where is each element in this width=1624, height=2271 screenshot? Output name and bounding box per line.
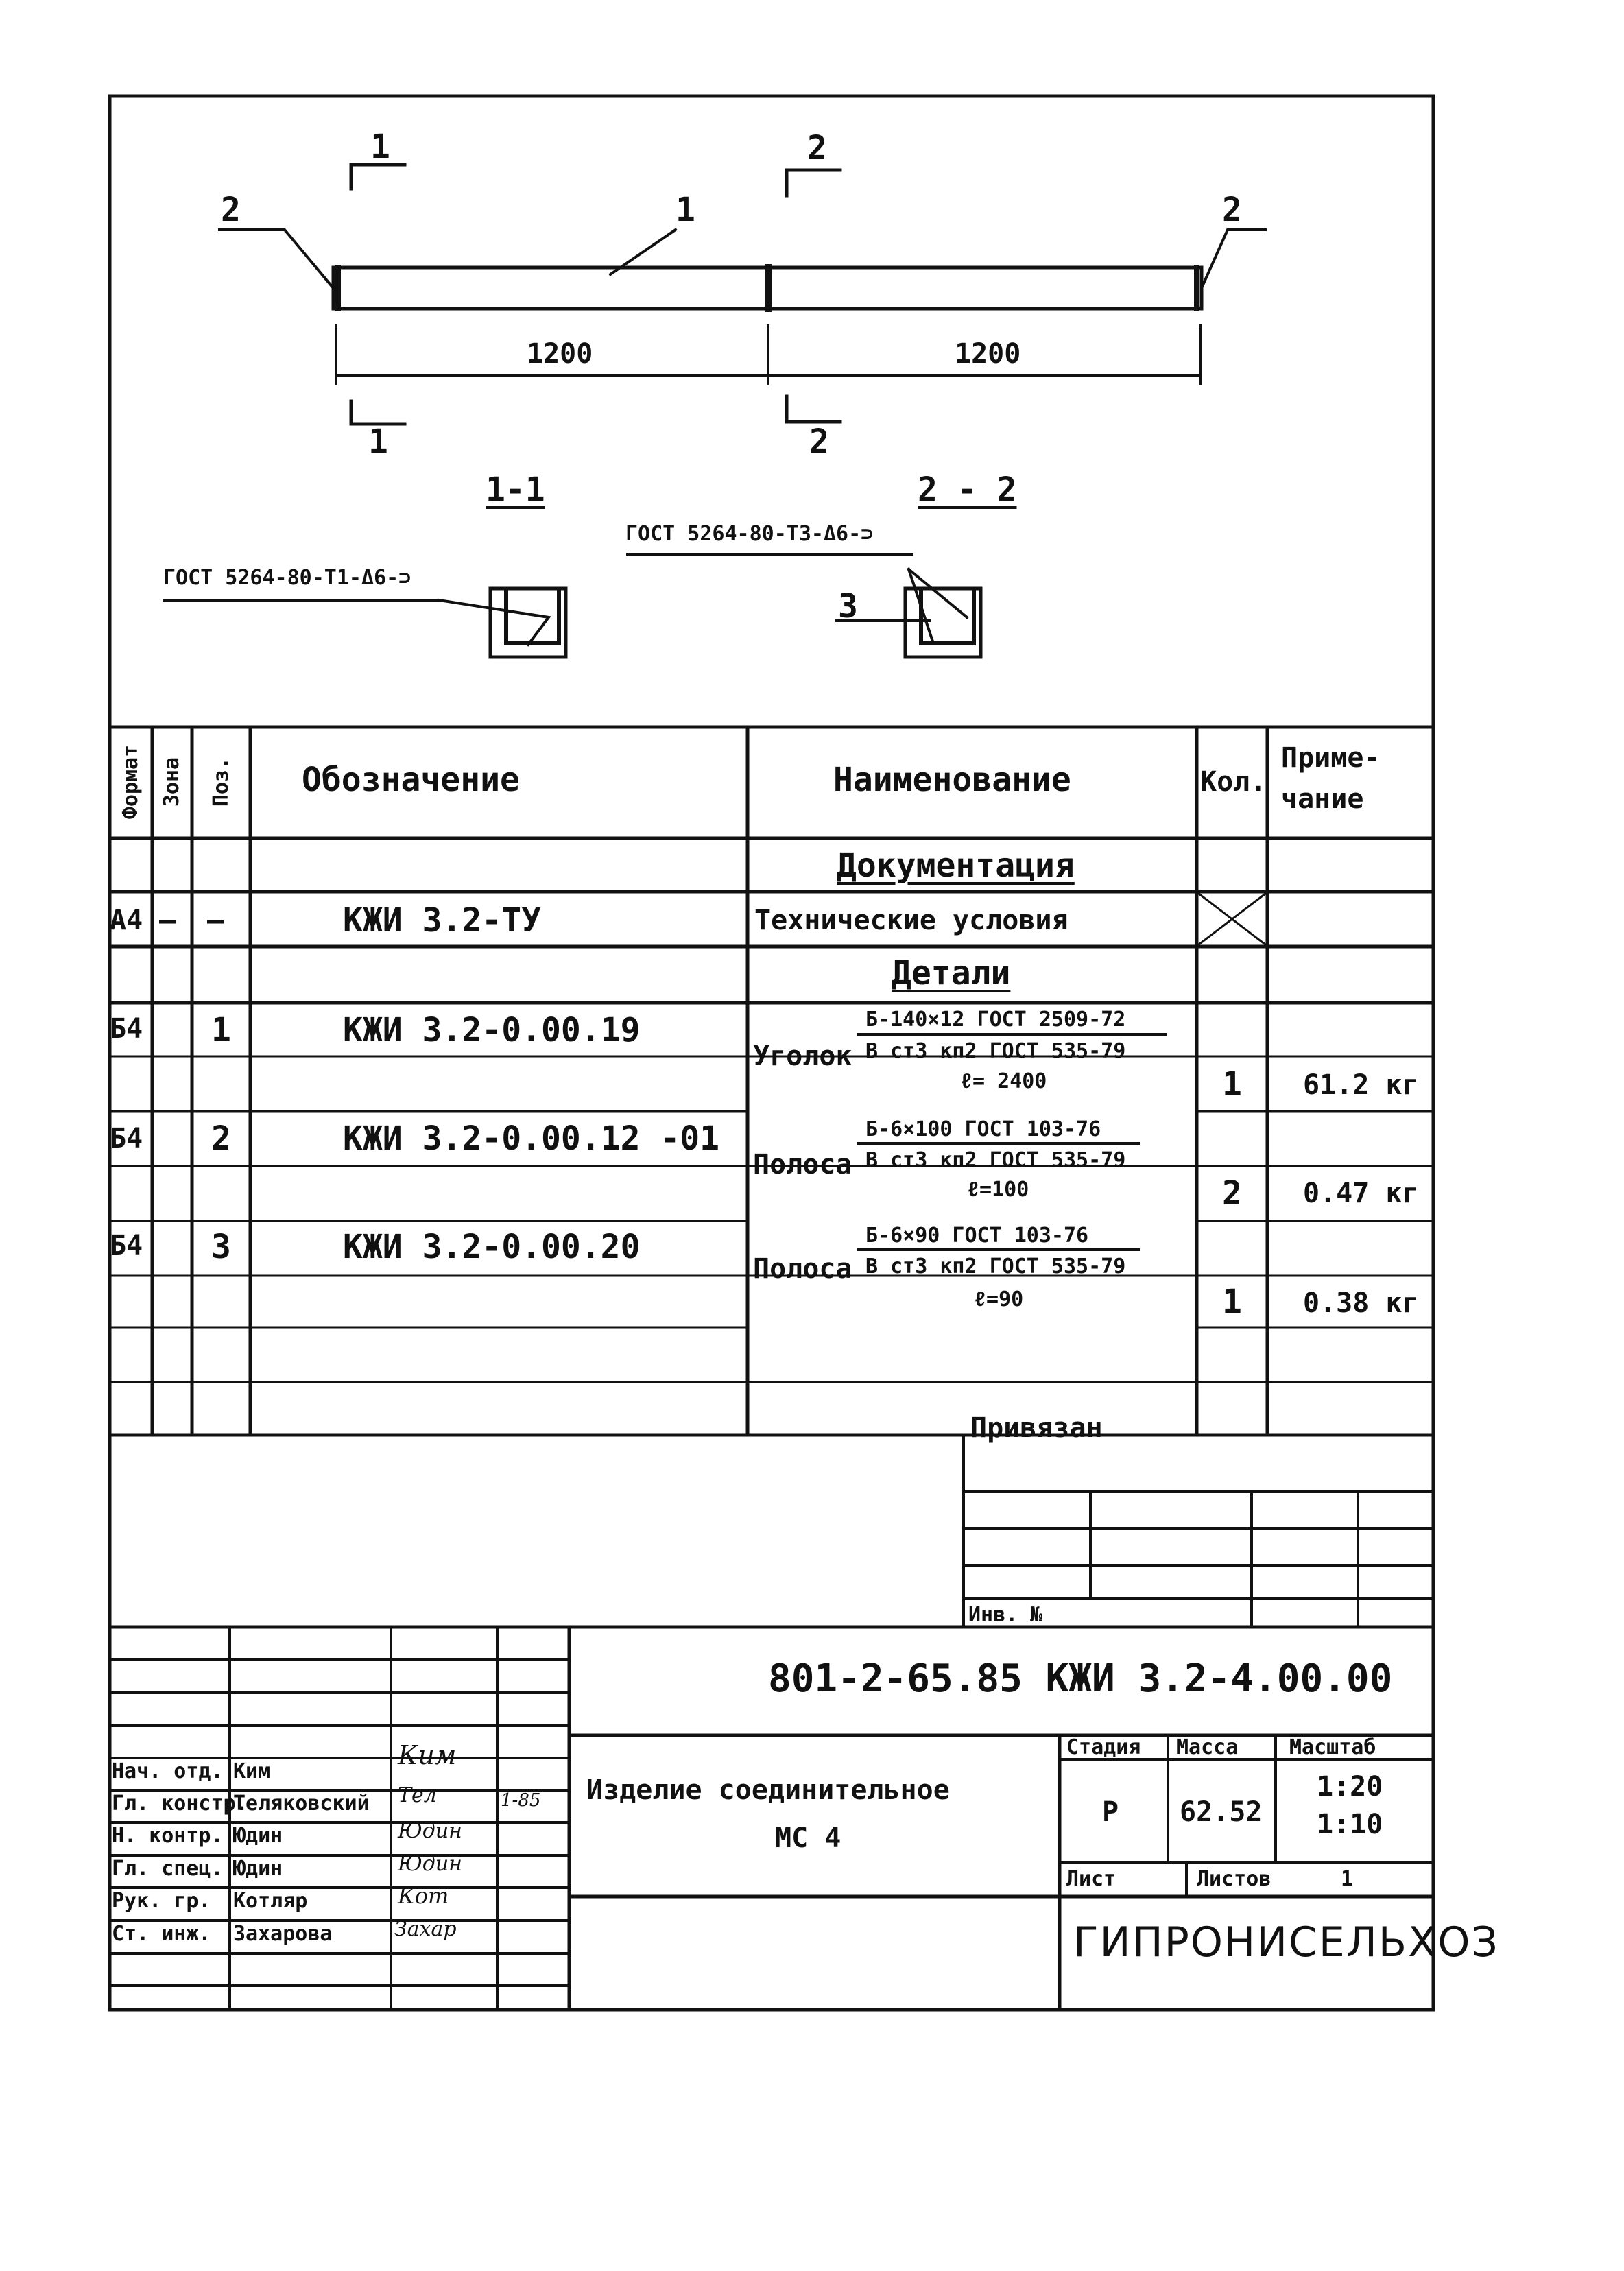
scale-label: Масштаб — [1289, 1735, 1376, 1759]
leader-label-left: 2 — [221, 191, 241, 229]
signer-role: Н. контр. — [112, 1824, 224, 1848]
signature-date: 1-85 — [501, 1790, 541, 1811]
row-2-designation: КЖИ 3.2-0.00.12 -01 — [343, 1119, 720, 1158]
product-title-line2: МС 4 — [775, 1822, 841, 1854]
section-heading-details: Детали — [892, 954, 1011, 992]
row-2-name-prefix: Полоса — [753, 1149, 852, 1180]
sheets-value: 1 — [1341, 1867, 1354, 1891]
col-header-name: Наименование — [833, 761, 1071, 799]
col-header-format: Формат — [119, 744, 143, 820]
signer-name: Захарова — [233, 1922, 333, 1946]
organization-name: ГИПРОНИСЕЛЬХОЗ — [1073, 1918, 1499, 1966]
dimension-right: 1200 — [955, 338, 1021, 370]
row-doc-name: Технические условия — [754, 905, 1068, 936]
signer-role: Гл. констр. — [112, 1792, 248, 1816]
row-3-format: Б4 — [110, 1230, 143, 1261]
row-1-name-prefix: Уголок — [753, 1041, 852, 1072]
product-title-line1: Изделие соединительное — [586, 1774, 950, 1806]
row-3-name-prefix: Полоса — [753, 1253, 852, 1285]
beam-view — [219, 165, 1265, 424]
col-header-note-line2: чание — [1281, 783, 1364, 815]
signer-name: Ким — [233, 1759, 271, 1783]
section-mark-1-top: 1 — [370, 128, 390, 166]
col-header-zone: Зона — [160, 757, 184, 807]
row-doc-zone: — — [159, 905, 176, 936]
row-doc-designation: КЖИ 3.2-ТУ — [343, 901, 541, 940]
section-mark-1-bottom: 1 — [368, 423, 388, 461]
sheets-label: Листов — [1197, 1867, 1271, 1891]
row-1-designation: КЖИ 3.2-0.00.19 — [343, 1011, 641, 1049]
signer-name: Котляр — [233, 1889, 308, 1913]
signer-name: Теляковский — [233, 1792, 370, 1816]
signer-role: Нач. отд. — [112, 1759, 224, 1783]
row-1-note: 61.2 кг — [1303, 1069, 1419, 1101]
row-1-pos: 1 — [211, 1011, 231, 1049]
section-mark-2-top: 2 — [807, 129, 827, 167]
signer-role: Ст. инж. — [112, 1922, 211, 1946]
section-2-2-title: 2 - 2 — [918, 471, 1017, 509]
row-3-note: 0.38 кг — [1303, 1287, 1419, 1319]
row-2-pos: 2 — [211, 1119, 231, 1158]
row-3-qty: 1 — [1222, 1283, 1242, 1321]
stage-label: Стадия — [1066, 1735, 1141, 1759]
weld-note-section-2: ГОСТ 5264-80-Т3-Δ6-⊃ — [625, 522, 874, 546]
section-2-2-profile — [628, 554, 981, 657]
row-1-qty: 1 — [1222, 1065, 1242, 1104]
sheet-label: Лист — [1066, 1867, 1116, 1891]
leader-label-center: 1 — [676, 191, 695, 229]
stage-value: Р — [1102, 1796, 1119, 1828]
section-heading-documentation: Документация — [837, 846, 1075, 885]
signer-role: Рук. гр. — [112, 1889, 211, 1913]
signature: Кот — [398, 1883, 449, 1909]
row-3-pos: 3 — [211, 1228, 231, 1266]
col-header-designation: Обозначение — [302, 761, 520, 799]
row-3-frac-den: В ст3 кп2 ГОСТ 535-79 — [865, 1255, 1126, 1279]
row-2-length: ℓ=100 — [967, 1178, 1029, 1202]
row-1-frac-num: Б-140×12 ГОСТ 2509-72 — [865, 1008, 1126, 1032]
signer-name: Юдин — [233, 1857, 283, 1881]
col-header-note-line1: Приме- — [1281, 742, 1381, 774]
row-doc-pos: — — [207, 905, 224, 936]
row-3-frac-num: Б-6×90 ГОСТ 103-76 — [865, 1224, 1089, 1248]
mass-value: 62.52 — [1180, 1796, 1263, 1828]
signature: Ким — [398, 1740, 457, 1770]
signature: Юдин — [398, 1852, 462, 1876]
scale-value-2: 1:10 — [1317, 1809, 1383, 1840]
row-3-designation: КЖИ 3.2-0.00.20 — [343, 1228, 641, 1266]
signature: Юдин — [398, 1819, 462, 1843]
section-2-leader-label: 3 — [838, 587, 858, 626]
weld-note-section-1: ГОСТ 5264-80-Т1-Δ6-⊃ — [163, 566, 411, 590]
row-2-frac-num: Б-6×100 ГОСТ 103-76 — [865, 1117, 1101, 1141]
section-1-1-title: 1-1 — [486, 471, 545, 509]
row-2-qty: 2 — [1222, 1174, 1242, 1213]
mass-label: Масса — [1176, 1735, 1239, 1759]
signature: Тел — [398, 1783, 437, 1807]
signer-name: Юдин — [233, 1824, 283, 1848]
signer-role: Гл. спец. — [112, 1857, 224, 1881]
document-code: 801-2-65.85 КЖИ 3.2-4.00.00 — [768, 1656, 1393, 1701]
row-doc-format: А4 — [110, 905, 143, 936]
col-header-pos: Поз. — [209, 757, 233, 807]
binding-title: Привязан — [970, 1412, 1103, 1444]
row-3-length: ℓ=90 — [974, 1287, 1024, 1311]
scale-value-1: 1:20 — [1317, 1771, 1383, 1803]
signature: Захар — [394, 1917, 457, 1941]
row-1-length: ℓ= 2400 — [960, 1069, 1047, 1093]
col-header-qty: Кол. — [1200, 766, 1267, 798]
row-2-note: 0.47 кг — [1303, 1178, 1419, 1209]
binding-inv-label: Инв. № — [968, 1603, 1043, 1627]
binding-grid — [110, 1435, 1433, 1627]
row-1-format: Б4 — [110, 1013, 143, 1045]
row-2-frac-den: В ст3 кп2 ГОСТ 535-79 — [865, 1148, 1126, 1172]
leader-label-right: 2 — [1222, 191, 1242, 229]
section-1-1-profile — [165, 588, 566, 657]
row-1-frac-den: В ст3 кп2 ГОСТ 535-79 — [865, 1039, 1126, 1063]
row-2-format: Б4 — [110, 1123, 143, 1154]
section-mark-2-bottom: 2 — [809, 423, 829, 461]
dimension-left: 1200 — [527, 338, 593, 370]
